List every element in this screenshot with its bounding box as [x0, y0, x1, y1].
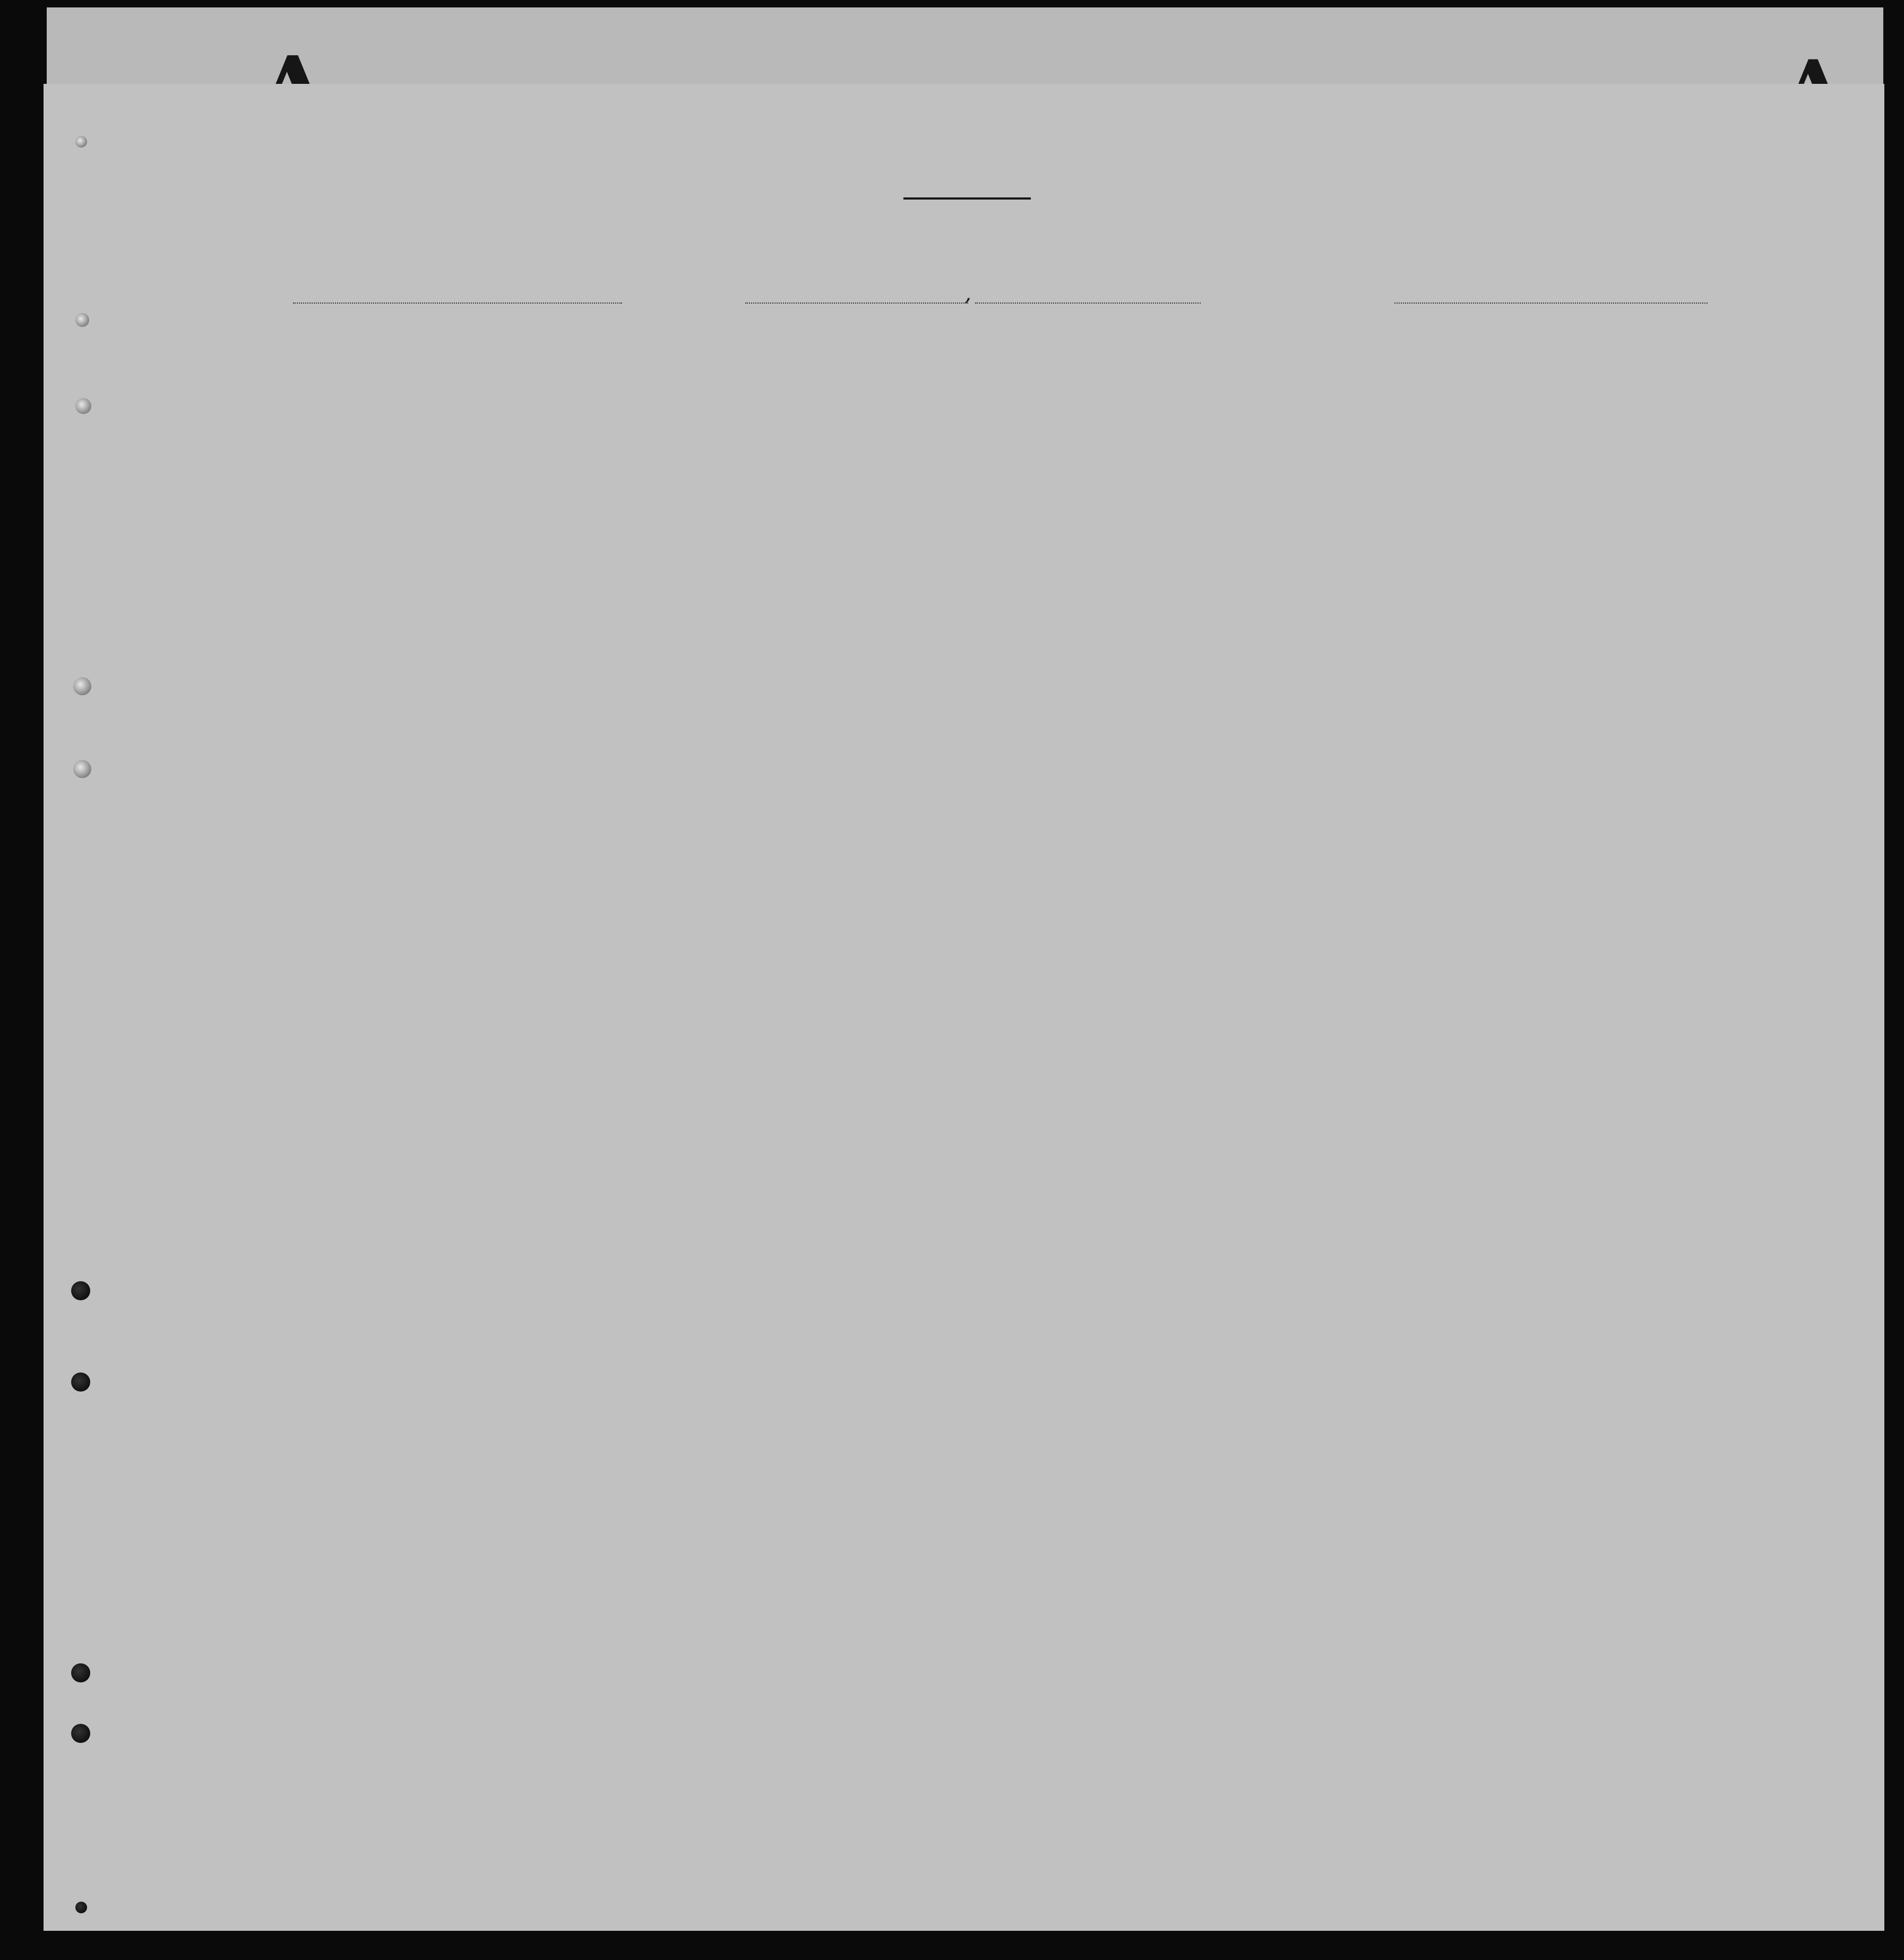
punch-hole [75, 313, 89, 327]
comma: , [964, 280, 972, 306]
punch-hole [73, 760, 91, 778]
punch-hole [73, 677, 91, 695]
punch-hole [71, 1372, 90, 1392]
punch-hole [75, 1902, 87, 1913]
punch-hole [71, 1663, 90, 1682]
manifest-sheet [44, 84, 1884, 1931]
punch-hole [75, 136, 87, 148]
punch-hole [71, 1281, 90, 1300]
punch-hole [75, 398, 91, 414]
punch-hole [71, 1724, 90, 1743]
title-underline [903, 197, 1031, 200]
